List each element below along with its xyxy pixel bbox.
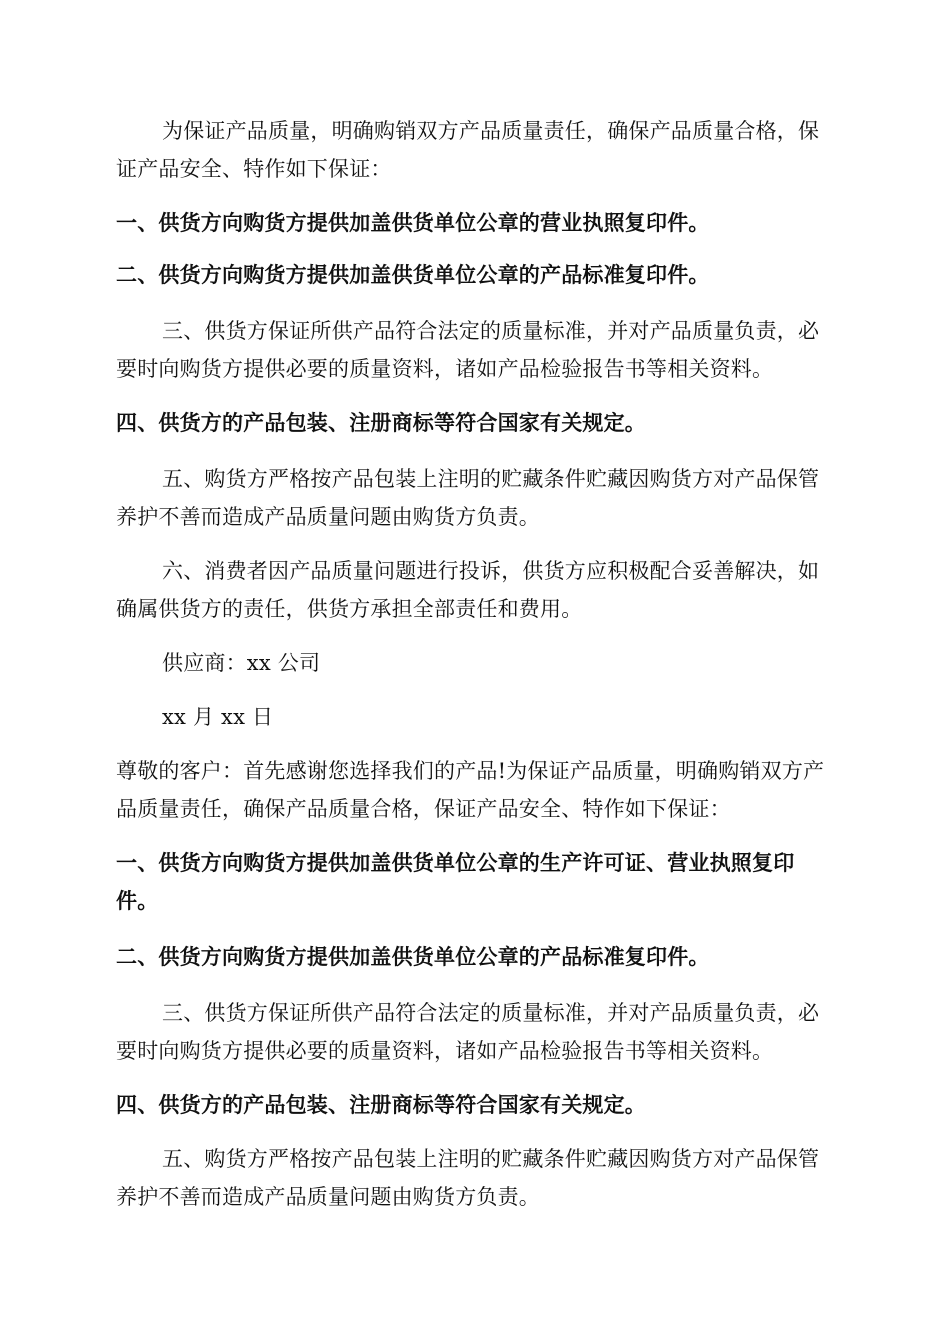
clause-2b-heading: 二、供货方向购货方提供加盖供货单位公章的产品标准复印件。 bbox=[116, 944, 710, 969]
customer-intro-paragraph: 尊敬的客户：首先感谢您选择我们的产品!为保证产品质量，明确购销双方产品质量责任，确保产品质量合格，保证产品安全、特作如下保证： bbox=[116, 759, 825, 821]
clause-5b-paragraph: 五、购货方严格按产品包装上注明的贮藏条件贮藏因购货方对产品保管养护不善而造成产品质量问题由购货方负责。 bbox=[116, 1147, 820, 1209]
intro-paragraph: 为保证产品质量，明确购销双方产品质量责任，确保产品质量合格，保证产品安全、特作如下保证： bbox=[116, 119, 820, 181]
clause-3-paragraph: 三、供货方保证所供产品符合法定的质量标准，并对产品质量负责，必要时向购货方提供必要的质量资料，诸如产品检验报告书等相关资料。 bbox=[116, 319, 820, 381]
clause-1-heading: 一、供货方向购货方提供加盖供货单位公章的营业执照复印件。 bbox=[116, 210, 710, 235]
clause-3b-paragraph: 三、供货方保证所供产品符合法定的质量标准，并对产品质量负责，必要时向购货方提供必要的质量资料，诸如产品检验报告书等相关资料。 bbox=[116, 1001, 820, 1063]
supplier-signature: 供应商：xx 公司 bbox=[162, 651, 321, 675]
clause-2-heading: 二、供货方向购货方提供加盖供货单位公章的产品标准复印件。 bbox=[116, 262, 710, 287]
clause-6-paragraph: 六、消费者因产品质量问题进行投诉，供货方应积极配合妥善解决，如确属供货方的责任，供货方承担全部责任和费用。 bbox=[116, 559, 820, 621]
clause-4-heading: 四、供货方的产品包装、注册商标等符合国家有关规定。 bbox=[116, 410, 646, 435]
clause-1b-heading: 一、供货方向购货方提供加盖供货单位公章的生产许可证、营业执照复印件。 bbox=[116, 850, 795, 913]
clause-5-paragraph: 五、购货方严格按产品包装上注明的贮藏条件贮藏因购货方对产品保管养护不善而造成产品质量问题由购货方负责。 bbox=[116, 467, 820, 529]
clause-4b-heading: 四、供货方的产品包装、注册商标等符合国家有关规定。 bbox=[116, 1092, 646, 1117]
signature-date: xx 月 xx 日 bbox=[162, 705, 274, 729]
